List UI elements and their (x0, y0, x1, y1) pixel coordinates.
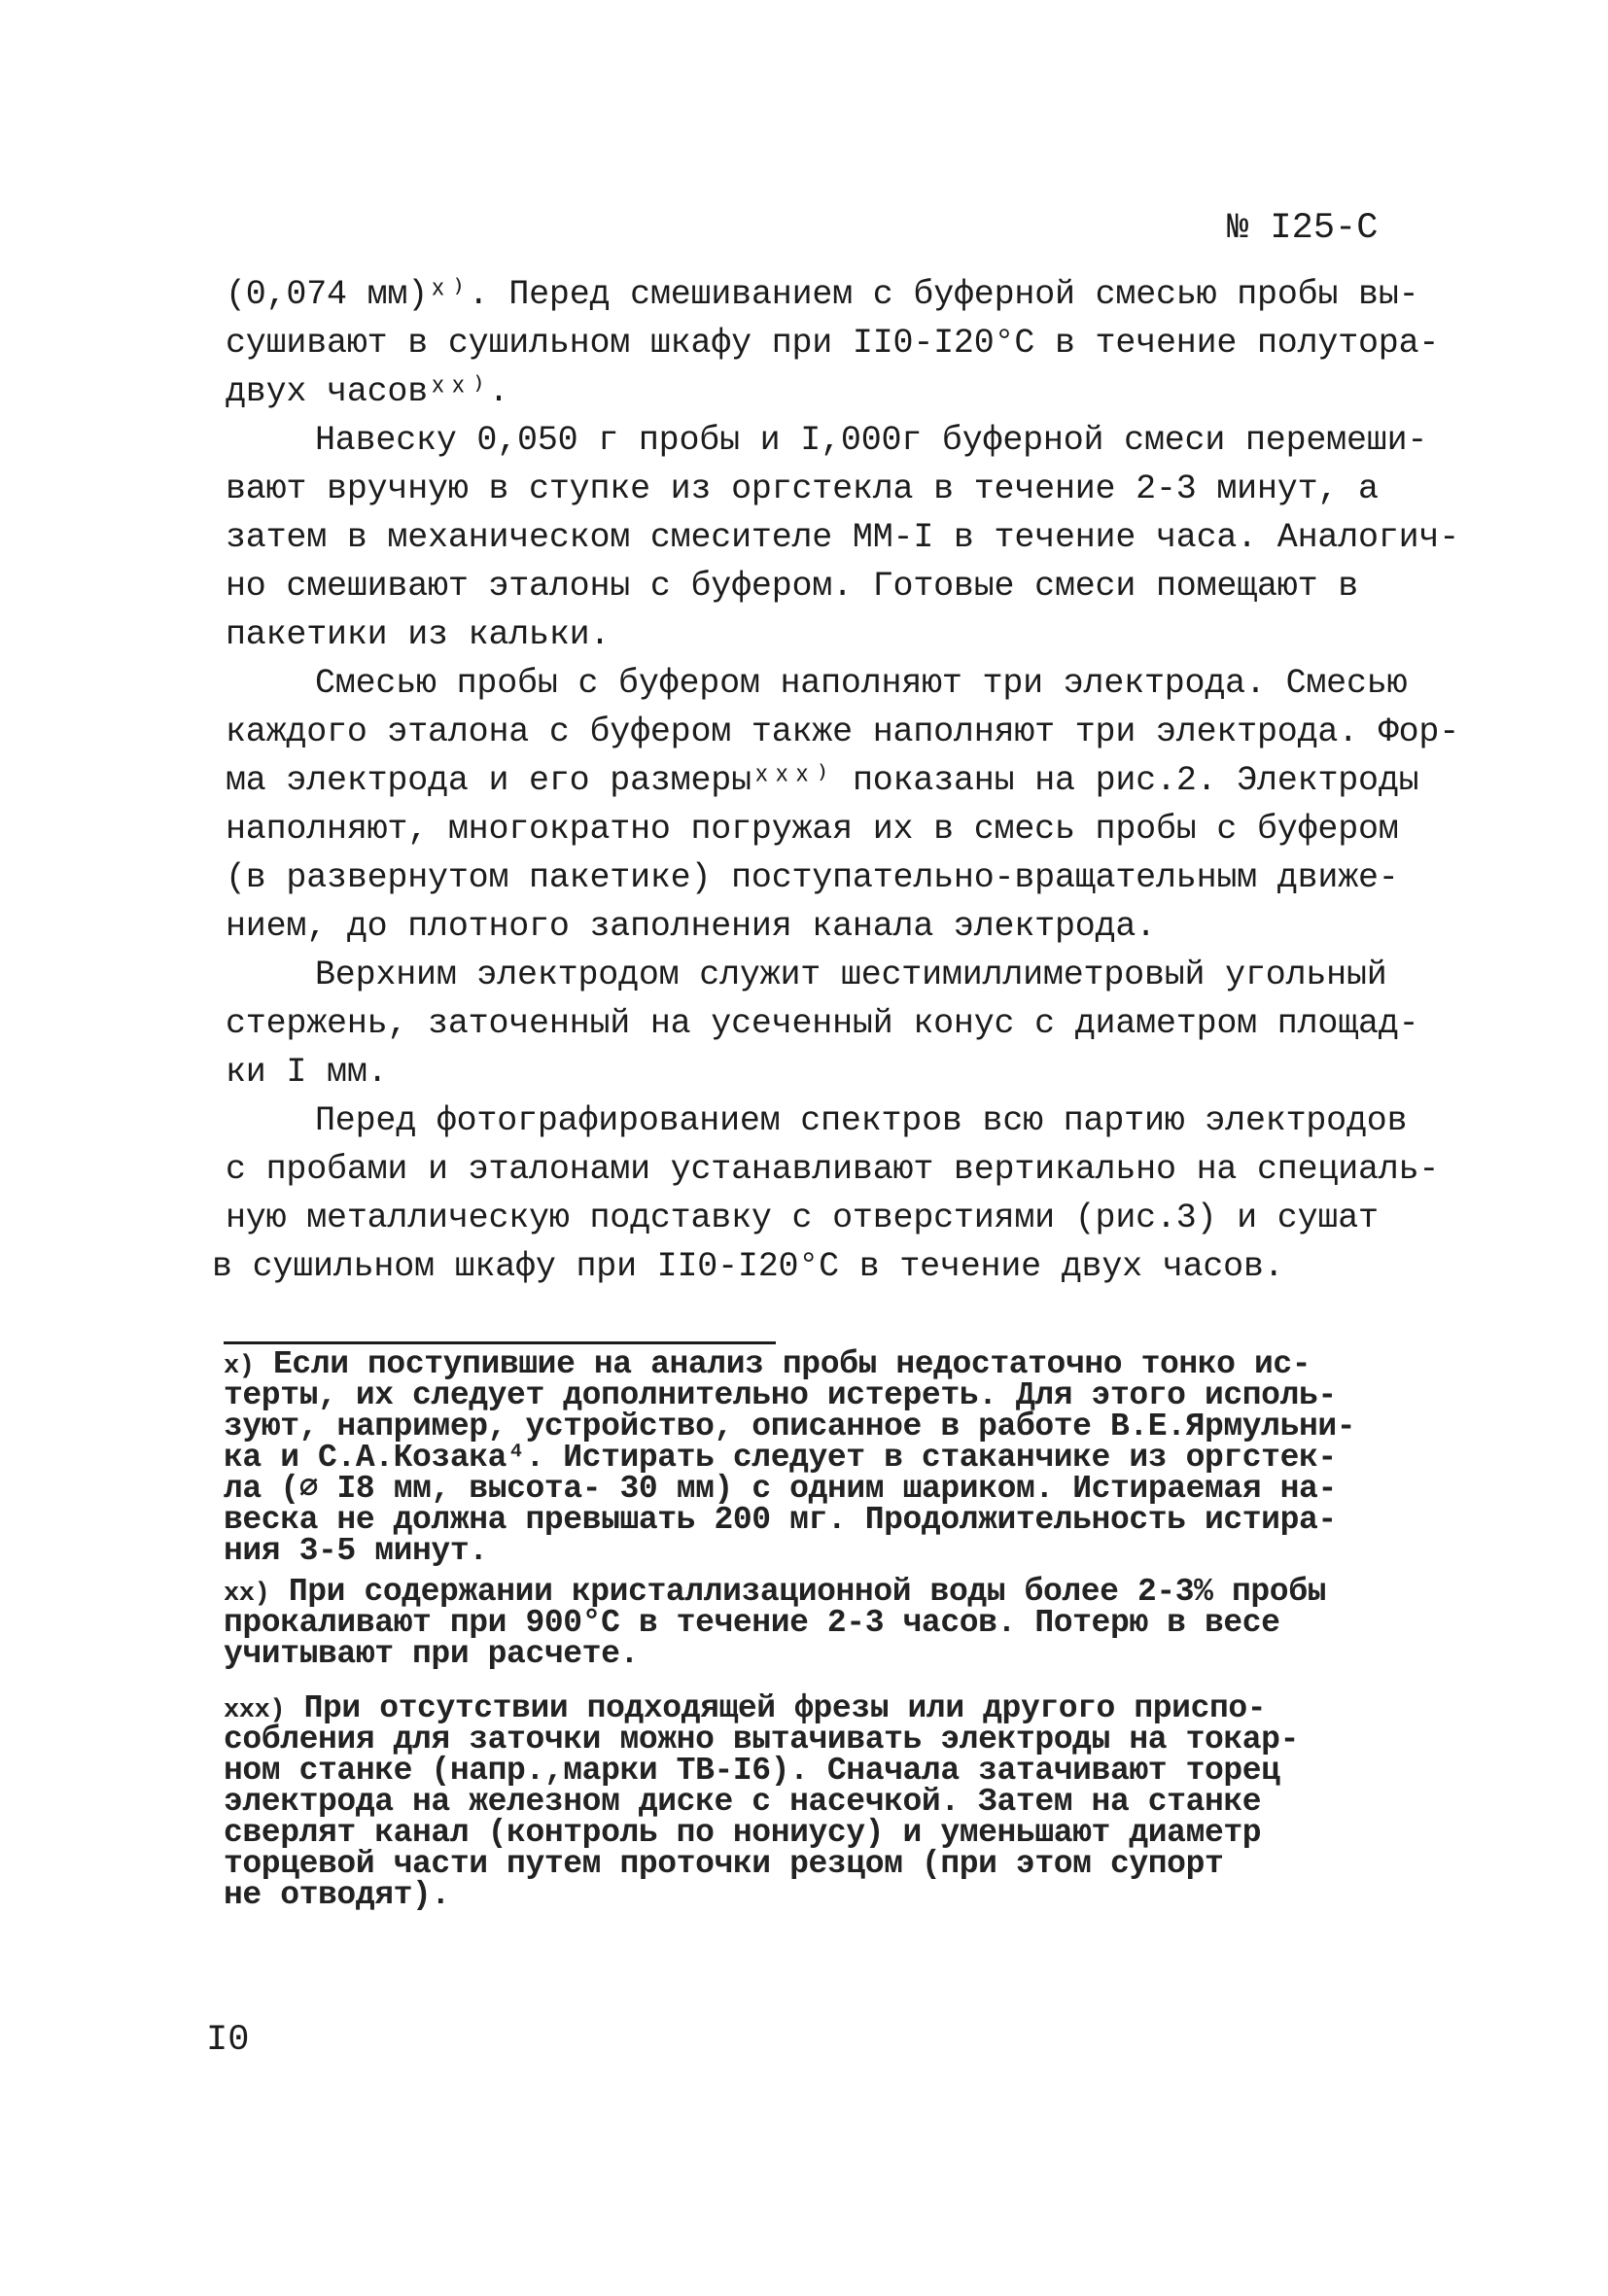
body-text (212, 270, 1460, 1291)
footnote-line: x) Если поступившие на анализ пробы недостаточно тонко ис- (224, 1346, 1311, 1382)
footnote-line: учитывают при расчете. (224, 1636, 639, 1672)
footnote (224, 1346, 1439, 1569)
body-line: с пробами и эталонами устанавливают вертикально на специаль- (226, 1150, 1440, 1189)
footnote-line: ка и С.А.Козака⁴. Истирать следует в стаканчике из оргстек- (224, 1440, 1337, 1476)
footnote (224, 1574, 1439, 1672)
footnote-line: не отводят). (224, 1877, 450, 1913)
footnote-line: собления для заточки можно вытачивать электроды на токар- (224, 1722, 1299, 1757)
body-line: ма электрода и его размерыˣˣˣ⁾ показаны на рис.2. Электроды (226, 761, 1419, 800)
footnote-line: зуют, например, устройство, описанное в работе В.Е.Ярмульни- (224, 1409, 1356, 1444)
body-line: в сушильном шкафу при II0-I20°С в течение двух часов. (212, 1247, 1284, 1286)
footnote-mark: x) (224, 1352, 255, 1381)
footnote-line: электрода на железном диске с насечкой. Затем на станке (224, 1784, 1262, 1820)
footnote-line: ла (∅ I8 мм, высота- 30 мм) с одним шариком. Истираемая на- (224, 1471, 1337, 1507)
body-line: (0,074 мм)ˣ⁾. Перед смешиванием с буферной смесью пробы вы- (226, 275, 1419, 314)
document-number: № I25-С (1227, 208, 1379, 249)
footnote-line: торцевой части путем проточки резцом (при этом супорт (224, 1846, 1224, 1882)
body-line: каждого эталона с буфером также наполняют три электрода. Фор- (226, 713, 1460, 751)
footnote (224, 1690, 1439, 1913)
body-line: Смесью пробы с буфером наполняют три электрода. Смесью (315, 664, 1408, 703)
footnote-line: терты, их следует дополнительно истереть. Для этого исполь- (224, 1377, 1337, 1413)
body-line: пакетики из кальки. (226, 615, 611, 654)
body-line: Верхним электродом служит шестимиллиметровый угольный (315, 956, 1387, 994)
page-number: I0 (206, 2020, 250, 2061)
body-line: ки I мм. (226, 1053, 388, 1092)
footnote-line: ния 3-5 минут. (224, 1533, 488, 1569)
body-line: но смешивают эталоны с буфером. Готовые смеси помещают в (226, 567, 1358, 606)
footnote-line: сверлят канал (контроль по нониусу) и уменьшают диаметр (224, 1815, 1262, 1851)
footnote-line: ном станке (напр.,марки ТВ-I6). Сначала затачивают торец (224, 1753, 1280, 1789)
body-line: затем в механическом смесителе ММ-I в течение часа. Аналогич- (226, 518, 1460, 557)
body-line: (в развернутом пакетике) поступательно-вращательным движе- (226, 858, 1399, 897)
body-line: Навеску 0,050 г пробы и I,000г буферной смеси перемеши- (315, 421, 1428, 460)
footnote-line: прокаливают при 900°С в течение 2-3 часов. Потерю в весе (224, 1605, 1280, 1641)
footnote-line: xxx) При отсутствии подходящей фрезы или другого приспо- (224, 1690, 1267, 1726)
footnote-mark: xxx) (224, 1696, 286, 1725)
footnote-line: веска не должна превышать 200 мг. Продолжительность истира- (224, 1502, 1337, 1538)
footnote-separator (224, 1341, 776, 1344)
body-line: двух часовˣˣ⁾. (226, 372, 509, 411)
footnotes (224, 1346, 1439, 1913)
body-line: наполняют, многократно погружая их в смесь пробы с буфером (226, 810, 1399, 849)
body-line: вают вручную в ступке из оргстекла в течение 2-3 минут, а (226, 470, 1379, 508)
body-line: нием, до плотного заполнения канала электрода. (226, 907, 1156, 946)
body-line: сушивают в сушильном шкафу при II0-I20°С в течение полутора- (226, 324, 1440, 363)
body-line: Перед фотографированием спектров всю партию электродов (315, 1101, 1408, 1140)
body-line: стержень, заточенный на усеченный конус с диаметром площад- (226, 1004, 1419, 1043)
footnote-mark: xx) (224, 1580, 270, 1609)
body-line: ную металлическую подставку с отверстиями (рис.3) и сушат (226, 1199, 1379, 1237)
footnote-line: xx) При содержании кристаллизационной воды более 2-3% пробы (224, 1574, 1327, 1610)
